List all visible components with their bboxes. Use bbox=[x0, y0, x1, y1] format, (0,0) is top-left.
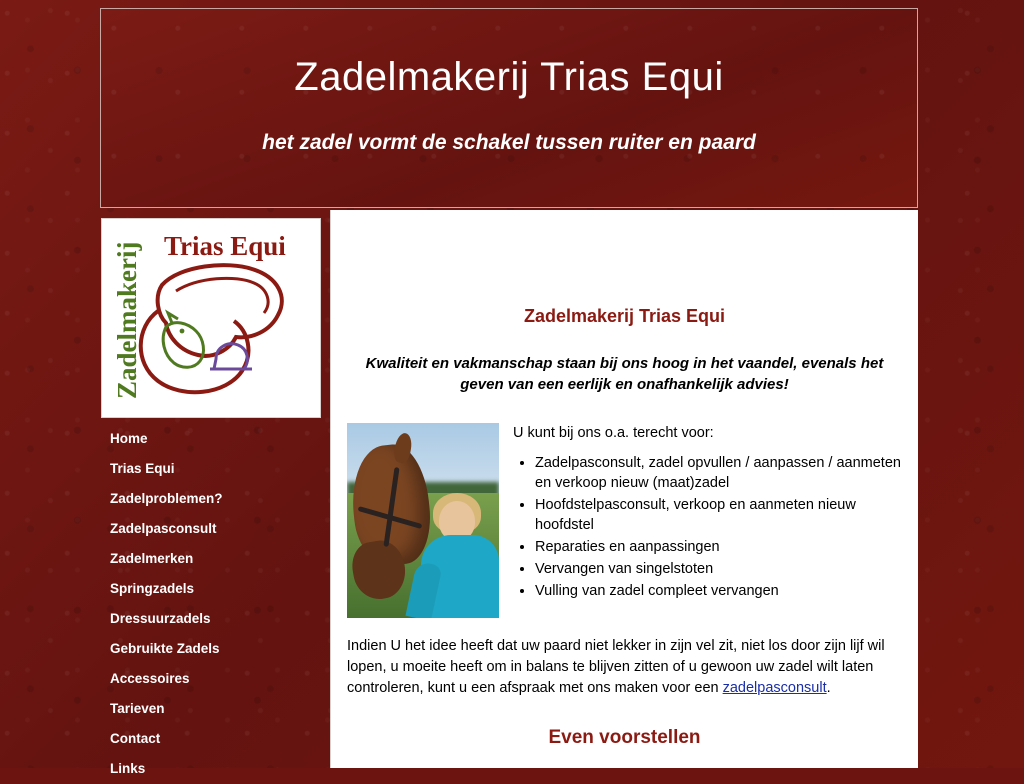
intro-paragraph bbox=[347, 636, 902, 699]
services-list bbox=[513, 453, 902, 601]
intro-paragraph-text-1: Indien U het idee heeft dat uw paard niet lekker in zijn vel zit, niet los door zijn lijf wil lopen, u moeite heeft om in balans te blijven zitten of u gewoon uw zadel wilt laten controleren, kunt u een afspraak met ons maken voor een bbox=[347, 638, 885, 696]
section-heading-even-voorstellen: Even voorstellen bbox=[347, 727, 902, 749]
sidebar-item-zadelproblemen[interactable]: Zadelproblemen? bbox=[100, 484, 322, 514]
list-item: • Vulling van zadel compleet vervangen bbox=[535, 581, 902, 601]
page-subtitle: het zadel vormt de schakel tussen ruiter en paard bbox=[249, 129, 769, 157]
content-tagline: Kwaliteit en vakmanschap staan bij ons hoog in het vaandel, evenals het geven van een eerlijk en onafhankelijk advies! bbox=[355, 353, 894, 395]
site-container bbox=[100, 8, 920, 768]
intro-paragraph-text-2: . bbox=[827, 680, 831, 696]
list-item: • Reparaties en aanpassingen bbox=[535, 537, 902, 557]
list-item: • Hoofdstelpasconsult, verkoop en aanmeten nieuw hoofdstel bbox=[535, 495, 902, 535]
left-column bbox=[100, 210, 322, 768]
services-block bbox=[513, 423, 902, 603]
horse-and-rider-photo bbox=[347, 423, 499, 618]
sidebar-item-zadelmerken[interactable]: Zadelmerken bbox=[100, 544, 322, 574]
intro-media-row bbox=[347, 423, 902, 618]
site-logo[interactable] bbox=[101, 218, 321, 418]
sidebar-item-dressuurzadels[interactable]: Dressuurzadels bbox=[100, 604, 322, 634]
sidebar-item-accessoires[interactable]: Accessoires bbox=[100, 664, 322, 694]
sidebar-item-links[interactable]: Links bbox=[100, 754, 322, 784]
sidebar-item-home[interactable]: Home bbox=[100, 424, 322, 454]
sidebar-item-springzadels[interactable]: Springzadels bbox=[100, 574, 322, 604]
saddle-logo-icon bbox=[102, 219, 320, 417]
list-item: • Vervangen van singelstoten bbox=[535, 559, 902, 579]
list-item: • Zadelpasconsult, zadel opvullen / aanpassen / aanmeten en verkoop nieuw (maat)zadel bbox=[535, 453, 902, 493]
zadelpasconsult-link[interactable]: zadelpasconsult bbox=[723, 680, 827, 696]
sidebar-item-gebruikte-zadels[interactable]: Gebruikte Zadels bbox=[100, 634, 322, 664]
main-navigation[interactable] bbox=[100, 424, 322, 784]
sidebar-item-zadelpasconsult[interactable]: Zadelpasconsult bbox=[100, 514, 322, 544]
site-header bbox=[100, 8, 918, 208]
sidebar-item-contact[interactable]: Contact bbox=[100, 724, 322, 754]
page-title: Zadelmakerij Trias Equi bbox=[101, 55, 917, 100]
main-content bbox=[330, 210, 918, 768]
content-title: Zadelmakerij Trias Equi bbox=[347, 306, 902, 327]
svg-text:Trias Equi: Trias Equi bbox=[164, 231, 286, 261]
svg-text:Zadelmakerij: Zadelmakerij bbox=[112, 242, 142, 399]
services-intro: U kunt bij ons o.a. terecht voor: bbox=[513, 423, 902, 443]
sidebar-item-tarieven[interactable]: Tarieven bbox=[100, 694, 322, 724]
sidebar-item-trias-equi[interactable]: Trias Equi bbox=[100, 454, 322, 484]
